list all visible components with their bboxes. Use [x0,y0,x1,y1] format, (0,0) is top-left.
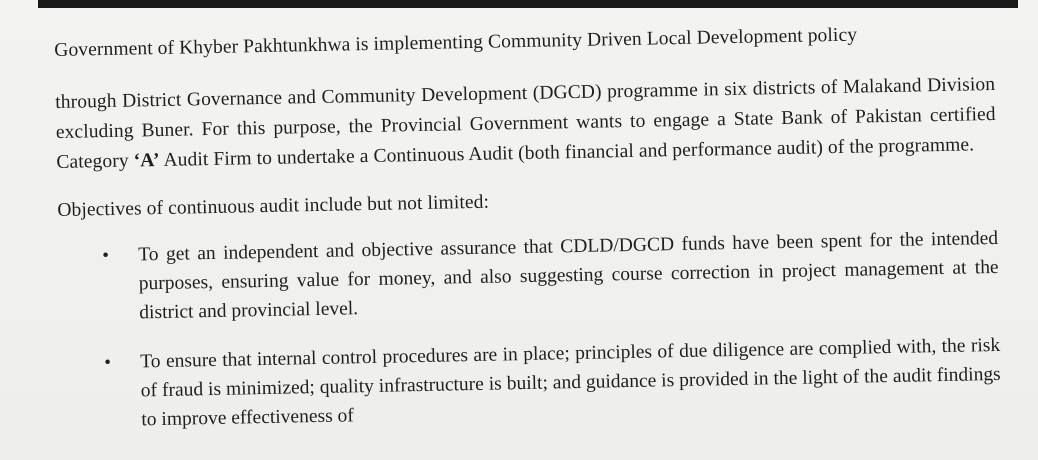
intro-paragraph: Government of Khyber Pakhtunkhwa is implementing Community Driven Local Development policy [54,24,858,61]
main-paragraph-text-2: Audit Firm to undertake a Continuous Audit (both financial and performance audit) of the programme. [159,134,975,171]
list-item-text: To get an independent and objective assurance that CDLD/DGCD funds have been spent for the intended purposes, ensuring value for money, and also suggesting course correction in project management at the district and provincial level. [138,227,999,324]
list-item-text: To ensure that internal control procedures are in place; principles of due diligence are complied with, the risk of fraud is minimized; quality infrastructure is built; and guidance is provided in the light of the audit findings to improve effectiveness of [140,334,1001,431]
objectives-list [58,224,1002,436]
list-item [58,224,999,329]
list-item [60,331,1001,436]
bullet-icon: • [102,244,110,267]
main-paragraph-text-1: through District Governance and Community Development (DGCD) programme in six districts of Malakand Division excluding Buner. For this purpose, the Provincial Government wants to engage a State Bank of Pakistan certified Category [55,73,996,173]
document-body [54,18,1002,456]
main-paragraph [55,70,997,178]
bullet-icon: • [104,351,112,374]
header-bar [38,0,1018,8]
objectives-heading: Objectives of continuous audit include but not limited: [57,191,490,221]
category-a-label: ‘A’ [133,149,160,172]
